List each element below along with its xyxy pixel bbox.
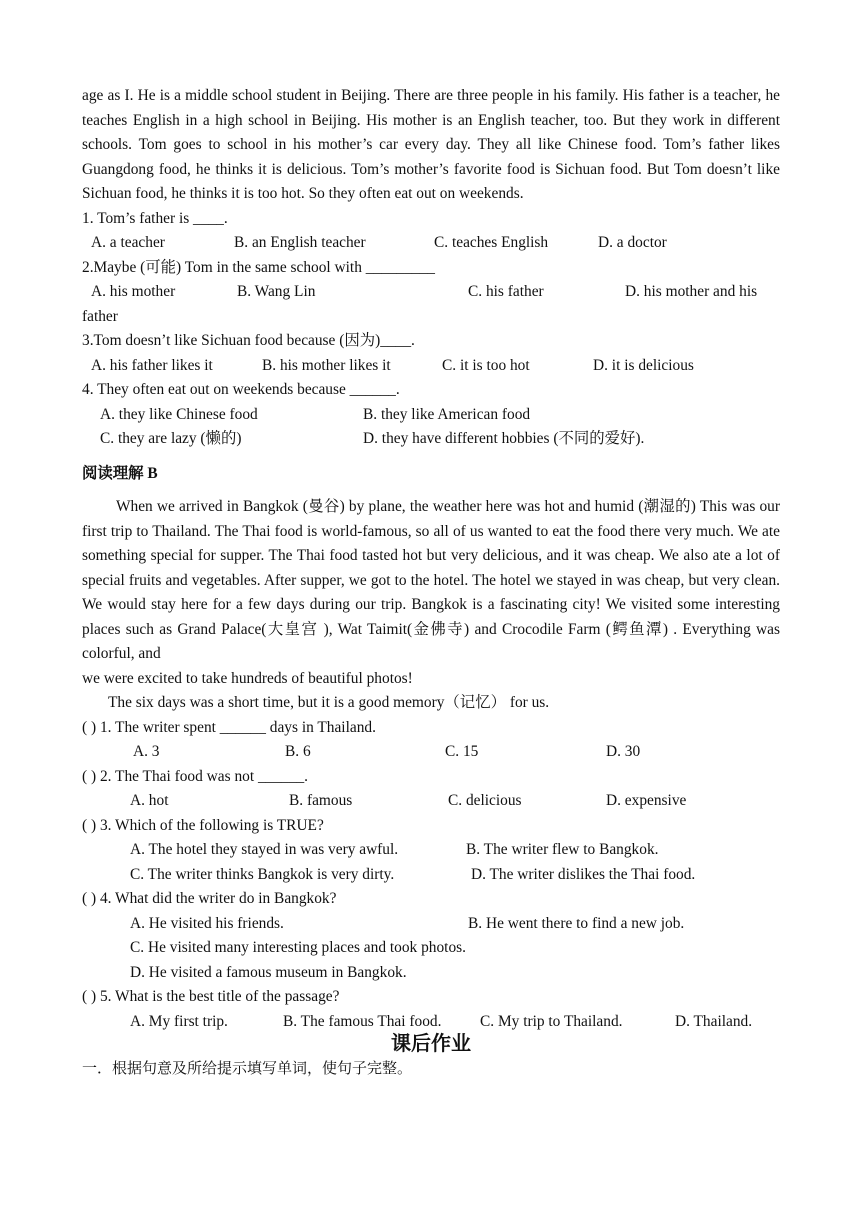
option: C. it is too hot <box>442 356 530 374</box>
option: D. it is delicious <box>593 356 694 374</box>
option: D. Thailand. <box>675 1012 753 1030</box>
option: B. his mother likes it <box>262 356 391 374</box>
option: A. they like Chinese food <box>100 405 258 423</box>
question-b4-stem: ( ) 4. What did the writer do in Bangkok? <box>82 890 337 907</box>
option: D. a doctor <box>598 234 667 251</box>
option: D. The writer dislikes the Thai food. <box>471 865 696 883</box>
question-a2-stem: 2.Maybe (可能) Tom in the same school with _________ <box>82 258 436 276</box>
question-b4-option-c: C. He visited many interesting places and took photos. <box>130 939 466 956</box>
option: B. an English teacher <box>234 234 366 251</box>
option: D. 30 <box>606 743 641 760</box>
option: B. they like American food <box>363 405 531 423</box>
question-b4-option-d: D. He visited a famous museum in Bangkok. <box>130 963 407 981</box>
option: A. hot <box>130 792 169 809</box>
option: B. Wang Lin <box>237 283 316 300</box>
option: C. delicious <box>448 792 522 809</box>
passage-b-tail: we were excited to take hundreds of beautiful photos! <box>82 669 413 687</box>
option: A. 3 <box>133 743 160 760</box>
question-a4-options-row2 <box>82 427 780 452</box>
section-b-heading: 阅读理解 B <box>82 464 158 482</box>
homework-instruction: 一．根据句意及所给提示填写单词，使句子完整。 <box>82 1059 413 1077</box>
question-b1-stem: ( ) 1. The writer spent ______ days in Thailand. <box>82 718 376 736</box>
question-b3-stem: ( ) 3. Which of the following is TRUE? <box>82 816 324 834</box>
option: D. his mother and his <box>625 283 758 300</box>
question-b3-options-row1 <box>82 838 780 863</box>
option: B. The famous Thai food. <box>283 1012 442 1030</box>
option: A. The hotel they stayed in was very awful. <box>130 841 399 858</box>
option: B. He went there to find a new job. <box>468 914 685 932</box>
option: D. expensive <box>606 792 687 809</box>
option: C. The writer thinks Bangkok is very dirty. <box>130 865 395 883</box>
question-a3-options <box>82 354 780 379</box>
option: A. his father likes it <box>91 356 213 374</box>
question-b1-options <box>82 740 780 765</box>
question-a1-stem: 1. Tom’s father is ____. <box>82 209 228 227</box>
option: B. famous <box>289 792 353 809</box>
option: A. He visited his friends. <box>130 914 284 932</box>
option: C. teaches English <box>434 234 549 251</box>
question-a2-options <box>82 280 780 305</box>
option: C. his father <box>468 283 544 300</box>
option: A. My first trip. <box>130 1012 228 1030</box>
option: B. 6 <box>285 743 311 760</box>
passage-a: age as I. He is a middle school student in Beijing. There are three people in his family. His father is a teacher, he teaches English in a high school in Beijing. His mother is an English teacher, too. But they work in different schools. Tom goes to school in his mother’s car every day. They all like Chinese food. Tom’s father likes Guangdong food, he thinks it is delicious. Tom’s mother’s favorite food is Sichuan food. But Tom doesn’t like Sichuan food, he thinks it is too hot. So they often eat out on weekends. <box>82 87 780 202</box>
homework-title: 课后作业 <box>391 1031 471 1055</box>
option: B. The writer flew to Bangkok. <box>466 841 659 858</box>
option: A. a teacher <box>91 234 165 251</box>
worksheet-page <box>82 84 780 1080</box>
option: A. his mother <box>91 283 176 300</box>
option: C. My trip to Thailand. <box>480 1012 623 1030</box>
option: D. they have different hobbies (不同的爱好). <box>363 430 645 447</box>
question-a1-options <box>82 231 780 256</box>
passage-b: When we arrived in Bangkok (曼谷) by plane, the weather here was hot and humid (潮湿的) This was our first trip to Thailand. The Thai food is world-famous, so all of us wanted to eat the food there very much. We ate something special for supper. The Thai food tasted hot but very delicious, and it was cheap. We also ate a lot of special fruits and vegetables. After supper, we got to the hotel. The hotel we stayed in was cheap, but very clean. We would stay here for a few days during our trip. Bangkok is a fascinating city! We visited some interesting places such as Grand Palace(大皇宫 ), Wat Taimit(金佛寺) and Crocodile Farm (鳄鱼潭) . Everything was colorful, and <box>82 498 780 662</box>
question-a4-stem: 4. They often eat out on weekends because ______. <box>82 381 400 398</box>
question-a2-continuation: father <box>82 307 118 325</box>
question-b2-options <box>82 789 780 814</box>
question-b3-options-row2 <box>82 863 780 888</box>
question-b2-stem: ( ) 2. The Thai food was not ______. <box>82 767 308 785</box>
passage-b-end: The six days was a short time, but it is a good memory（记忆） for us. <box>108 694 550 711</box>
question-b4-options-row1 <box>82 912 780 937</box>
question-b5-stem: ( ) 5. What is the best title of the passage? <box>82 988 340 1005</box>
question-a4-options-row1 <box>82 403 780 428</box>
question-a3-stem: 3.Tom doesn’t like Sichuan food because (因为)____. <box>82 332 415 349</box>
question-b5-options <box>82 1010 780 1035</box>
option: C. they are lazy (懒的) <box>100 430 242 447</box>
option: C. 15 <box>445 743 479 760</box>
